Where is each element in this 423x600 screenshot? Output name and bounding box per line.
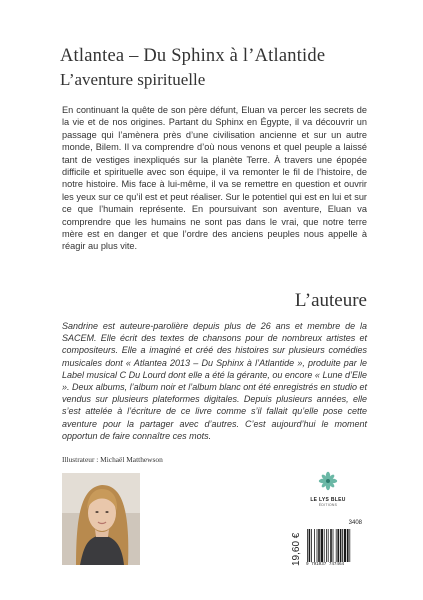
illustrator-credit: Illustrateur : Michaël Matthewson xyxy=(62,455,163,464)
author-portrait-image xyxy=(62,473,140,565)
publisher-name: LE LYS BLEU xyxy=(310,497,346,503)
lily-flower-icon xyxy=(318,471,338,491)
barcode-icon xyxy=(306,529,362,562)
publisher-subtitle: ÉDITIONS xyxy=(318,503,338,507)
product-code: 3408 xyxy=(348,520,362,526)
price-label: 19,60 € xyxy=(291,532,302,566)
isbn-digits: 9 791037 747464 xyxy=(306,562,345,567)
author-heading: L’auteure xyxy=(294,290,367,311)
book-title: Atlantea – Du Sphinx à l’Atlantide xyxy=(60,46,326,66)
publisher-logo xyxy=(298,471,358,511)
book-subtitle: L’aventure spirituelle xyxy=(60,70,206,89)
synopsis-text: En continuant la quête de son père défunt, Eluan va percer les secrets de la vie et de nos origines. Partant du Sphinx en Égypte, il va découvrir un passage qui l’amènera près d’une civilisation ancienne et sur un autre monde, Bilem. Il va comprendre d’où nous venons et quel peuple a laissé tant de vestiges inexpliqués sur la planète Terre. À travers une épopée difficile et spirituelle avec son équipe, il va remonter le fil de l’histoire, de notre histoire. Mis face à lui-même, il va se remettre en question et ouvrir les yeux sur ce qu’il est et peut réaliser. Sur le potentiel qui est en lui et sur ce que l’humain représente. En poursuivant son aventure, Eluan va comprendre que les humains ne sont pas dans le vrai, que notre terre mère est en danger et que l’ordre des anciens peuples nous appelle à réagir au plus vite. xyxy=(62,105,367,252)
author-bio-text: Sandrine est auteure-parolière depuis plus de 26 ans et membre de la SACEM. Elle écrit des textes de chansons pour de nombreux artistes et compositeurs. Elle a imaginé et créé des histoires sur plusieurs comédies musicales dont « Atlantea 2013 – Du Sphinx à l’Atlantide », produite par le Label musical C Du Lourd dont elle a été la gérante, ou encore « Lune d’Elle ». Deux albums, l’album noir et l’album blanc ont été enregistrés en studio et vendus sur plusieurs plateformes digitales. Depuis plusieurs années, elle s’est attelée à l’écriture de ce livre comme s’il fallait qu’elle pose cette aventure pour la partager avec d’autres. C’est aujourd’hui le moment opportun de faire connaître ces mots. xyxy=(62,321,367,441)
barcode-block xyxy=(306,520,362,568)
author-photo xyxy=(62,473,140,565)
